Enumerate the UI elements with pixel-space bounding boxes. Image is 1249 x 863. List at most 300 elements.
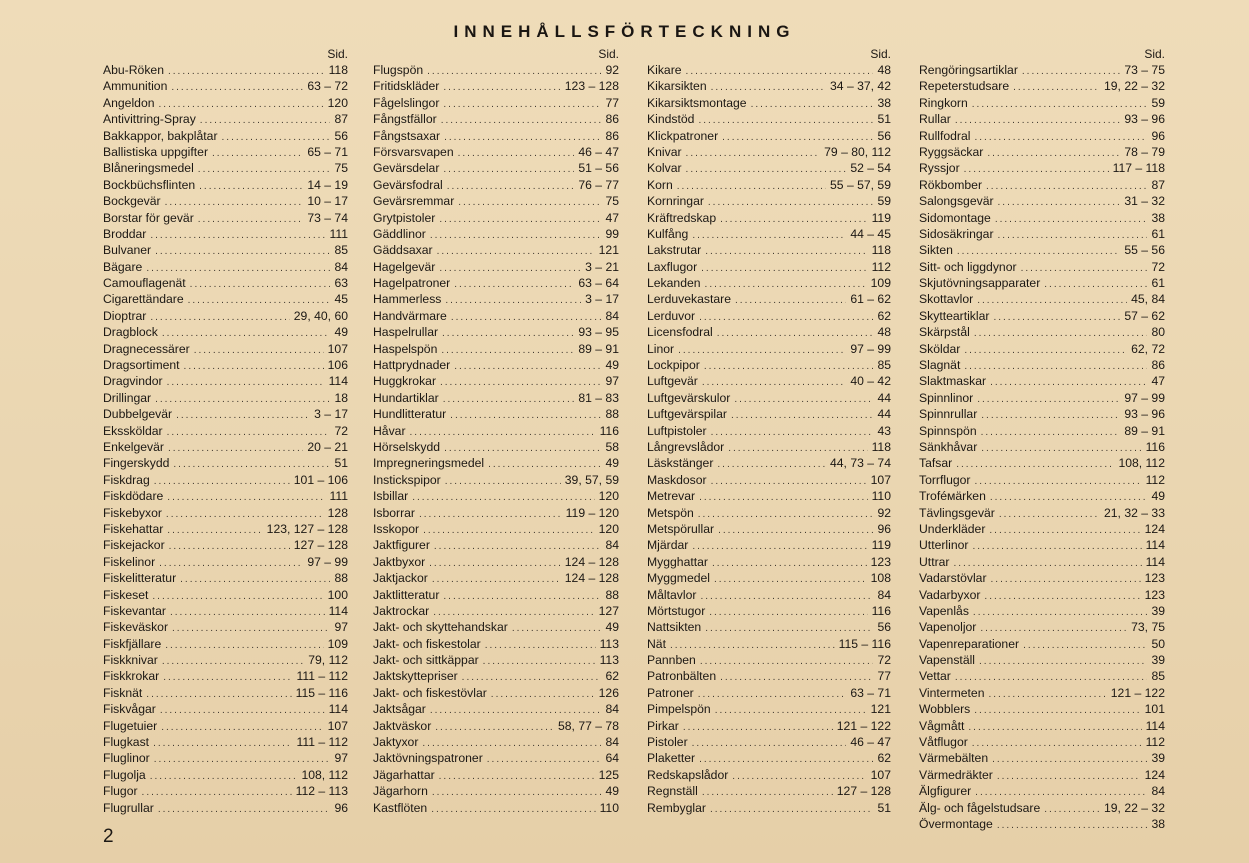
- dot-leader: [462, 670, 602, 684]
- dot-leader: [454, 359, 601, 373]
- index-page-ref: 63 – 71: [850, 685, 891, 700]
- index-entry: [373, 177, 619, 193]
- index-page-ref: 84: [334, 259, 348, 274]
- index-entry: [373, 62, 619, 78]
- dot-leader: [990, 490, 1148, 504]
- index-term: Grytpistoler: [373, 210, 436, 225]
- index-term: Huggkrokar: [373, 374, 436, 389]
- index-entry: [103, 373, 348, 389]
- index-entry: [647, 357, 891, 373]
- dot-leader: [718, 523, 873, 537]
- index-term: Rembyglar: [647, 800, 706, 815]
- index-term: Vapenreparationer: [919, 636, 1020, 651]
- dot-leader: [990, 375, 1147, 389]
- dot-leader: [670, 638, 835, 652]
- index-entry: [103, 62, 348, 78]
- index-term: Haspelrullar: [373, 325, 439, 340]
- dot-leader: [429, 556, 561, 570]
- index-entry: [373, 505, 619, 521]
- dot-leader: [430, 228, 602, 242]
- dot-leader: [431, 802, 595, 816]
- dot-leader: [981, 425, 1121, 439]
- index-entry: [647, 291, 891, 307]
- index-term: Lerduvekastare: [647, 292, 732, 307]
- index-entry: [103, 423, 348, 439]
- index-term: Kolvar: [647, 161, 682, 176]
- index-entry: [373, 636, 619, 652]
- dot-leader: [955, 670, 1148, 684]
- index-page-ref: 55 – 56: [1124, 243, 1165, 258]
- index-entry: [103, 128, 348, 144]
- index-term: Kikarsiktsmontage: [647, 95, 747, 110]
- index-page-ref: 73 – 74: [307, 210, 348, 225]
- index-page-ref: 113: [599, 653, 619, 668]
- sid-label: Sid.: [598, 47, 619, 61]
- dot-leader: [711, 80, 826, 94]
- index-page-ref: 109: [327, 636, 348, 651]
- dot-leader: [194, 343, 324, 357]
- index-page-ref: 45, 84: [1131, 292, 1165, 307]
- index-term: Jaktyxor: [373, 735, 419, 750]
- dot-leader: [1044, 277, 1147, 291]
- index-page-ref: 59: [877, 194, 891, 209]
- index-term: Jaktrockar: [373, 603, 430, 618]
- dot-leader: [167, 375, 325, 389]
- index-entry: [919, 570, 1165, 586]
- index-page-ref: 85: [334, 243, 348, 258]
- index-entry: [647, 242, 891, 258]
- index-entry: [373, 390, 619, 406]
- dot-leader: [722, 130, 873, 144]
- dot-leader: [198, 162, 331, 176]
- index-page-ref: 89 – 91: [578, 341, 619, 356]
- dot-leader: [709, 605, 867, 619]
- index-page-ref: 88: [605, 587, 619, 602]
- index-term: Instickspipor: [373, 472, 441, 487]
- index-entry: [373, 111, 619, 127]
- index-entry: [647, 767, 891, 783]
- dot-leader: [975, 785, 1147, 799]
- index-entry: [373, 160, 619, 176]
- index-entry: [647, 701, 891, 717]
- index-entry: [919, 160, 1165, 176]
- dot-leader: [698, 507, 874, 521]
- index-term: Jakt- och fiskestolar: [373, 636, 481, 651]
- dot-leader: [720, 670, 873, 684]
- index-term: Sköldar: [919, 341, 961, 356]
- index-page-ref: 127 – 128: [293, 538, 348, 553]
- dot-leader: [443, 589, 601, 603]
- index-entry: [373, 767, 619, 783]
- index-page-ref: 31 – 32: [1124, 194, 1165, 209]
- index-entry: [647, 111, 891, 127]
- index-page-ref: 40 – 42: [850, 374, 891, 389]
- dot-leader: [732, 769, 866, 783]
- index-entry: [919, 62, 1165, 78]
- index-page-ref: 87: [334, 112, 348, 127]
- index-entry: [373, 488, 619, 504]
- index-page-ref: 56: [877, 128, 891, 143]
- dot-leader: [705, 277, 867, 291]
- dot-leader: [715, 703, 867, 717]
- index-entry: [919, 128, 1165, 144]
- index-entry: [647, 472, 891, 488]
- index-term: Kornringar: [647, 194, 704, 209]
- index-entry: [103, 390, 348, 406]
- index-page-ref: 62, 72: [1131, 341, 1165, 356]
- dot-leader: [692, 228, 846, 242]
- index-term: Gevärsremmar: [373, 194, 455, 209]
- index-entry: [373, 587, 619, 603]
- index-term: Pistoler: [647, 735, 688, 750]
- index-page-ref: 88: [334, 571, 348, 586]
- index-term: Luftpistoler: [647, 423, 707, 438]
- index-page-ref: 55 – 57, 59: [830, 177, 891, 192]
- index-page-ref: 61: [1151, 276, 1165, 291]
- index-column-4: [919, 46, 1165, 832]
- dot-leader: [487, 752, 602, 766]
- index-entry: [103, 554, 348, 570]
- index-entry: [919, 816, 1165, 832]
- index-entry: [647, 78, 891, 94]
- index-page-ref: 124 – 128: [564, 554, 619, 569]
- index-term: Försvarsvapen: [373, 144, 454, 159]
- index-page-ref: 107: [870, 472, 891, 487]
- dot-leader: [981, 441, 1141, 455]
- index-term: Camouflagenät: [103, 276, 186, 291]
- index-term: Utterlinor: [919, 538, 969, 553]
- dot-leader: [968, 720, 1141, 734]
- index-term: Underkläder: [919, 521, 986, 536]
- index-entry: [103, 210, 348, 226]
- index-entry: [373, 291, 619, 307]
- dot-leader: [711, 474, 867, 488]
- index-page-ref: 39: [1151, 603, 1165, 618]
- dot-leader: [974, 130, 1147, 144]
- index-page-ref: 49: [605, 456, 619, 471]
- index-page-ref: 78 – 79: [1124, 144, 1165, 159]
- index-term: Hundartiklar: [373, 390, 439, 405]
- dot-leader: [720, 212, 867, 226]
- index-entry: [919, 144, 1165, 160]
- index-page-ref: 93 – 95: [578, 325, 619, 340]
- index-page-ref: 84: [605, 538, 619, 553]
- dot-leader: [677, 179, 826, 193]
- index-page-ref: 107: [327, 341, 348, 356]
- index-term: Fingerskydd: [103, 456, 170, 471]
- index-page-ref: 39: [1151, 653, 1165, 668]
- dot-leader: [977, 392, 1120, 406]
- dot-leader: [152, 589, 323, 603]
- index-entry: [103, 78, 348, 94]
- dot-leader: [439, 769, 595, 783]
- index-term: Luftgevärspilar: [647, 407, 727, 422]
- dot-leader: [735, 293, 846, 307]
- index-entry: [103, 439, 348, 455]
- dot-leader: [198, 212, 304, 226]
- index-term: Jaktsågar: [373, 702, 426, 717]
- index-page-ref: 106: [327, 358, 348, 373]
- index-entry: [647, 750, 891, 766]
- dot-leader: [162, 654, 304, 668]
- index-term: Fiskdödare: [103, 489, 164, 504]
- index-entry: [103, 275, 348, 291]
- dot-leader: [423, 523, 595, 537]
- index-page-ref: 92: [877, 505, 891, 520]
- index-entry: [647, 455, 891, 471]
- index-term: Måltavlor: [647, 587, 697, 602]
- index-term: Bockbüchsflinten: [103, 177, 196, 192]
- index-term: Kikare: [647, 63, 682, 77]
- index-page-ref: 51 – 56: [578, 161, 619, 176]
- dot-leader: [441, 343, 574, 357]
- index-page-ref: 121: [598, 243, 619, 258]
- index-page-ref: 113: [599, 636, 619, 651]
- index-page-ref: 79, 112: [308, 653, 348, 668]
- dot-leader: [485, 638, 596, 652]
- index-term: Vadarstövlar: [919, 571, 987, 586]
- index-entry: [103, 685, 348, 701]
- index-page-ref: 52 – 54: [850, 161, 891, 176]
- index-page-ref: 115 – 116: [295, 685, 348, 700]
- sid-label: Sid.: [327, 47, 348, 61]
- index-entry: [919, 439, 1165, 455]
- index-column-1: [103, 46, 348, 816]
- index-entry: [373, 373, 619, 389]
- index-term: Flugspön: [373, 63, 424, 77]
- index-term: Jaktväskor: [373, 718, 432, 733]
- index-entry: [919, 78, 1165, 94]
- index-term: Metspörullar: [647, 521, 715, 536]
- index-term: Fångstsaxar: [373, 128, 441, 143]
- index-term: Älg- och fågelstudsare: [919, 800, 1041, 815]
- index-term: Nät: [647, 636, 666, 651]
- index-entry: [373, 210, 619, 226]
- dot-leader: [751, 97, 874, 111]
- index-term: Ryggsäckar: [919, 144, 984, 159]
- dot-leader: [167, 425, 331, 439]
- index-entry: [919, 668, 1165, 684]
- index-page-ref: 84: [605, 735, 619, 750]
- dot-leader: [450, 408, 601, 422]
- index-term: Jaktskyttepriser: [373, 669, 458, 684]
- index-page-ref: 44: [877, 390, 891, 405]
- index-term: Kulfång: [647, 226, 689, 241]
- index-page-ref: 81 – 83: [578, 390, 619, 405]
- index-entry: [103, 668, 348, 684]
- index-page-ref: 51: [334, 456, 348, 471]
- index-page-ref: 19, 22 – 32: [1104, 800, 1165, 815]
- dot-leader: [168, 64, 325, 78]
- index-page-ref: 73 – 75: [1124, 63, 1165, 77]
- index-page-ref: 93 – 96: [1124, 407, 1165, 422]
- index-entry: [919, 472, 1165, 488]
- index-term: Maskdosor: [647, 472, 707, 487]
- index-entry: [647, 570, 891, 586]
- dot-leader: [957, 244, 1120, 258]
- index-entry: [647, 259, 891, 275]
- index-term: Torrflugor: [919, 472, 971, 487]
- dot-leader: [974, 474, 1141, 488]
- dot-leader: [458, 195, 601, 209]
- index-entry: [647, 210, 891, 226]
- index-entry: [103, 505, 348, 521]
- index-page-ref: 116: [871, 603, 891, 618]
- index-term: Rökbomber: [919, 177, 982, 192]
- index-page-ref: 47: [1151, 374, 1165, 389]
- index-page-ref: 112: [1145, 735, 1165, 750]
- index-entry: [373, 554, 619, 570]
- index-page-ref: 114: [328, 603, 348, 618]
- index-term: Fiskknivar: [103, 653, 158, 668]
- index-term: Gäddlinor: [373, 226, 426, 241]
- dot-leader: [491, 687, 595, 701]
- index-page-ref: 77: [877, 669, 891, 684]
- index-page-ref: 75: [334, 161, 348, 176]
- index-entry: [919, 111, 1165, 127]
- index-page-ref: 49: [1151, 489, 1165, 504]
- index-page-ref: 46 – 47: [578, 144, 619, 159]
- index-term: Tävlingsgevär: [919, 505, 995, 520]
- index-page-ref: 117 – 118: [1112, 161, 1165, 176]
- index-entry: [919, 177, 1165, 193]
- index-entry: [647, 685, 891, 701]
- index-entry: [103, 800, 348, 816]
- dot-leader: [686, 146, 821, 160]
- index-page-ref: 121 – 122: [1110, 685, 1165, 700]
- index-page-ref: 61: [1151, 226, 1165, 241]
- index-page-ref: 97 – 99: [1124, 390, 1165, 405]
- index-entry: [647, 652, 891, 668]
- index-page-ref: 3 – 17: [314, 407, 348, 422]
- index-page-ref: 62: [877, 751, 891, 766]
- dot-leader: [698, 113, 873, 127]
- index-entry: [373, 718, 619, 734]
- index-column-2: [373, 46, 619, 816]
- dot-leader: [443, 97, 601, 111]
- index-term: Hagelpatroner: [373, 276, 451, 291]
- index-term: Vapenoljor: [919, 620, 977, 635]
- dot-leader: [159, 556, 303, 570]
- index-entry: [919, 750, 1165, 766]
- dot-leader: [964, 343, 1127, 357]
- index-term: Ekssköldar: [103, 423, 163, 438]
- index-entry: [103, 767, 348, 783]
- index-term: Rullar: [919, 112, 951, 127]
- index-term: Värmebälten: [919, 751, 989, 766]
- index-term: Jägarhattar: [373, 767, 435, 782]
- index-page-ref: 44 – 45: [850, 226, 891, 241]
- dot-leader: [142, 785, 292, 799]
- index-term: Jaktfigurer: [373, 538, 430, 553]
- index-page-ref: 64: [605, 751, 619, 766]
- index-entry: [103, 357, 348, 373]
- index-entry: [919, 324, 1165, 340]
- index-term: Bockgevär: [103, 194, 161, 209]
- dot-leader: [710, 802, 874, 816]
- index-term: Övermontage: [919, 816, 993, 831]
- index-page-ref: 114: [1145, 554, 1165, 569]
- dot-leader: [704, 359, 874, 373]
- index-page-ref: 80: [1151, 325, 1165, 340]
- index-term: Hammerless: [373, 292, 442, 307]
- index-entry: [919, 537, 1165, 553]
- index-term: Lakstrutar: [647, 243, 702, 258]
- index-page-ref: 97: [334, 620, 348, 635]
- index-entry: [103, 603, 348, 619]
- index-entry: [103, 652, 348, 668]
- index-entry: [647, 177, 891, 193]
- index-page-ref: 49: [605, 358, 619, 373]
- index-entry: [647, 668, 891, 684]
- index-term: Skytteartiklar: [919, 308, 990, 323]
- index-entry: [919, 783, 1165, 799]
- index-page-ref: 10 – 17: [307, 194, 348, 209]
- index-page-ref: 84: [605, 308, 619, 323]
- index-entry: [919, 767, 1165, 783]
- index-page-ref: 114: [1145, 538, 1165, 553]
- dot-leader: [712, 556, 867, 570]
- index-column-3: [647, 46, 891, 816]
- index-term: Nattsikten: [647, 620, 702, 635]
- index-term: Isbillar: [373, 489, 409, 504]
- index-term: Fiskehattar: [103, 521, 164, 536]
- dot-leader: [989, 687, 1107, 701]
- index-term: Pannben: [647, 653, 696, 668]
- index-page-ref: 114: [328, 374, 348, 389]
- dot-leader: [153, 736, 292, 750]
- index-entry: [647, 603, 891, 619]
- index-term: Lekanden: [647, 276, 701, 291]
- index-page-ref: 44: [877, 407, 891, 422]
- dot-leader: [972, 736, 1142, 750]
- index-page-ref: 99: [605, 226, 619, 241]
- index-entry: [373, 455, 619, 471]
- dot-leader: [442, 326, 574, 340]
- dot-leader: [512, 621, 602, 635]
- index-entry: [103, 291, 348, 307]
- index-entry: [647, 406, 891, 422]
- index-page-ref: 18: [334, 390, 348, 405]
- index-term: Blåneringsmedel: [103, 161, 194, 176]
- index-entry: [103, 324, 348, 340]
- index-page-ref: 43: [877, 423, 891, 438]
- index-page-ref: 48: [877, 63, 891, 77]
- index-term: Kastflöten: [373, 800, 428, 815]
- dot-leader: [445, 474, 561, 488]
- index-entry: [919, 291, 1165, 307]
- index-entry: [103, 111, 348, 127]
- dot-leader: [154, 474, 290, 488]
- index-term: Rullfodral: [919, 128, 971, 143]
- index-term: Dioptrar: [103, 308, 147, 323]
- index-entry: [647, 718, 891, 734]
- index-term: Jaktbyxor: [373, 554, 426, 569]
- index-term: Plaketter: [647, 751, 696, 766]
- index-entry: [919, 373, 1165, 389]
- index-entry: [647, 587, 891, 603]
- dot-leader: [163, 670, 292, 684]
- index-page-ref: 108, 112: [301, 767, 348, 782]
- index-page-ref: 51: [877, 800, 891, 815]
- index-entry: [373, 406, 619, 422]
- index-term: Hörselskydd: [373, 439, 441, 454]
- dot-leader: [972, 539, 1141, 553]
- index-term: Isskopor: [373, 521, 420, 536]
- index-entry: [373, 193, 619, 209]
- index-term: Salongsgevär: [919, 194, 994, 209]
- index-page-ref: 39: [1151, 751, 1165, 766]
